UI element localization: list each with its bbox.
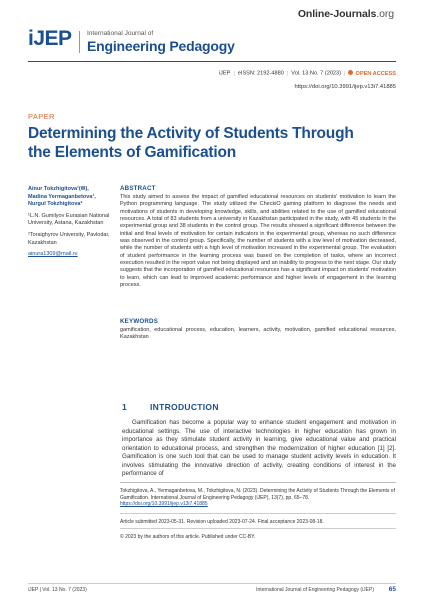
author-email[interactable]: ainura1309@mail.ru <box>28 251 78 258</box>
journal-header <box>28 27 396 57</box>
journal-name: Engineering Pedagogy <box>87 38 235 54</box>
volume: Vol. 13 No. 7 (2023) <box>291 70 342 77</box>
abstract-section <box>120 185 396 289</box>
introduction-text: Gamification has become a popular way to enhance student engagement and motivation in educational settings. The use of interactive technologies in higher education has grown in importance as they stimulate student activity in learning, give educational value and practical orientation to educational process, and strengthen the modernization of higher education [1] [2]. Gamification is one such tool that can be used to manage student activity levels in education. It involves stimulating the innovative direction of activity, creating conditions of interest in the performance of <box>122 419 396 477</box>
abstract-text: This study aimed to assess the impact of gamified educational resources on students' motivation to learn the Python programming language. The study utilized the CheckiO gaming platform to diagnose the needs and motivations of students in developing knowledge, skills, and abilities related to the use of gamified educational resources. A total of 83 students from a university in Kazakhstan participated in the study, with 45 students in the experimental group and 38 students in the control group. The results showed a significant difference between the initial and final levels of motivation for certain indicators in the experimental group, whereas no such difference was observed in the control group. Specifically, the number of students with a low level of motivation decreased, while the number of students with a high level of motivation increased in the experimental group. The evaluation of student performance in the learning process was based on the completion of tasks, where an incorrect execution resulted in the report value not being displayed and an inability to progress to the next stage. Our study suggests that the incorporation of gamified educational resources has a significant impact on students' motivation to learn, which can lead to improved academic performance and higher levels of engagement in the learning process. <box>120 194 396 289</box>
section-number: 1 <box>122 402 128 412</box>
journal-logo[interactable]: iJEP <box>28 27 72 50</box>
author-block <box>28 186 110 259</box>
publisher-name: Online-Journals <box>297 8 377 20</box>
dates-divider <box>120 513 396 514</box>
open-access-badge[interactable]: OPEN ACCESS <box>348 71 396 77</box>
citation-divider <box>120 482 396 483</box>
author-name[interactable]: Nurgul Tokzhigitova² <box>28 201 83 208</box>
header-divider <box>28 61 396 62</box>
keywords-text: gamification, educational process, education, learners, activity, motivation, gamified educational resources, Kazakhstan <box>120 327 396 341</box>
author-affiliation: ²Toraighyrov University, Pavlodar, Kazakhstan <box>28 231 110 246</box>
article-dates: Article submitted 2023-05-31. Revision uploaded 2023-07-24. Final acceptance 2023-08-18. <box>120 519 324 525</box>
citation-block <box>120 488 396 508</box>
journal-subtitle: International Journal of <box>87 30 154 37</box>
page-number: 65 <box>388 586 396 593</box>
abstract-heading: ABSTRACT <box>120 185 156 192</box>
journal-abbr: iJEP <box>218 70 231 77</box>
publisher-suffix: .org <box>376 8 394 20</box>
license-divider <box>120 528 396 529</box>
introduction-heading <box>122 402 219 412</box>
article-title: Determining the Activity of Students Through the Elements of Gamification <box>28 125 354 161</box>
keywords-section <box>120 318 396 342</box>
open-access-icon <box>348 70 353 75</box>
citation-doi-link[interactable]: https://doi.org/10.3991/ijep.v13i7.41885 <box>120 501 208 508</box>
eissn: eISSN: 2192-4880 <box>237 70 284 77</box>
article-type: PAPER <box>28 112 55 121</box>
section-title: INTRODUCTION <box>150 402 219 412</box>
footer-issue: iJEP | Vol. 13 No. 7 (2023) <box>28 587 87 593</box>
author-name[interactable]: Ainur Tokzhigitova¹(✉), <box>28 186 89 192</box>
footer-journal: International Journal of Engineering Pedagogy (iJEP) <box>256 587 374 593</box>
footer-divider <box>28 583 396 584</box>
journal-meta: iJEP | eISSN: 2192-4880 | Vol. 13 No. 7 (2023) | OPEN ACCESS <box>218 70 396 77</box>
author-name[interactable]: Madina Yermaganbetova¹, <box>28 193 96 200</box>
doi-link[interactable]: https://doi.org/10.3991/ijep.v13i7.41885 <box>294 84 396 90</box>
author-affiliation: ¹L.N. Gumilyov Eurasian National University, Astana, Kazakhstan <box>28 212 110 227</box>
citation-text: Tokzhigitova, A., Yermaganbetova, M., Tokzhigitova, N. (2023). Determining the Activity of Students Through the Elements of Gamification. International Journal of Engineering Pedagogy (iJEP), 13(7), pp. 65–78. <box>120 488 395 501</box>
license-text: © 2023 by the authors of this article. Published under CC-BY. <box>120 534 256 540</box>
logo-divider <box>79 31 80 53</box>
publisher-logo[interactable] <box>298 8 394 20</box>
keywords-heading: KEYWORDS <box>120 318 159 325</box>
